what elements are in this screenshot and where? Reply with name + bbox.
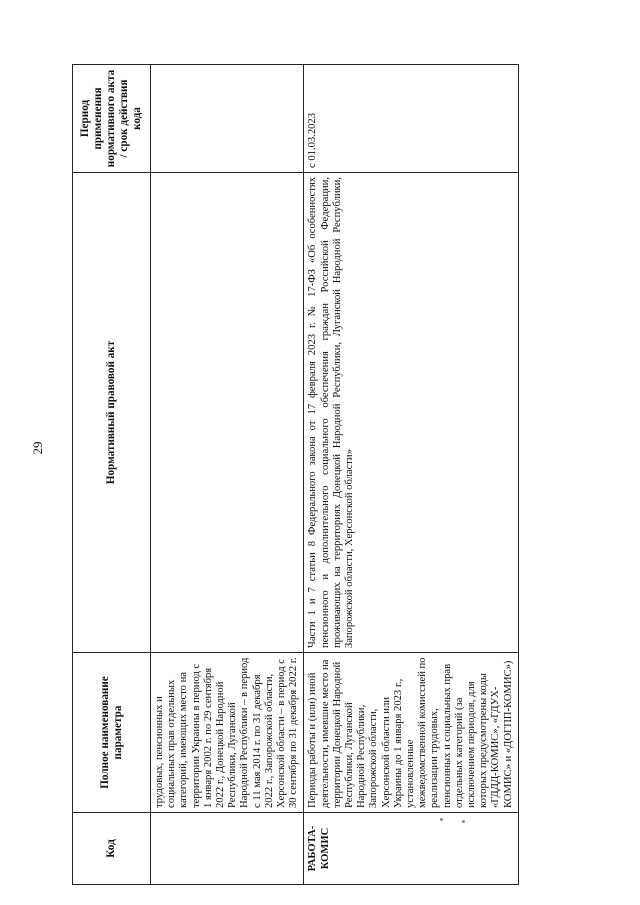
scan-speck: [440, 818, 443, 821]
cell-act: Части 1 и 7 статьи 8 Федерального закона от 17 февраля 2023 г. № 17-ФЗ «Об особенностях пенсионного и дополнительного социального обеспечения граждан Российской Федерации, проживающих на территориях Донецкой Народной Республики, Луганской Народной Республики, Запорожской области, Херсонской области»: [304, 173, 518, 653]
table-header-row: [73, 65, 151, 885]
header-code: Код: [73, 813, 151, 885]
cell-code: [151, 813, 304, 885]
regulation-table-container: [72, 65, 514, 885]
cell-act: [151, 173, 304, 653]
cell-name: Периоды работы и (или) иной деятельности, имевшие место на территории Донецкой Народной Республики, Луганской Народной Республики, Запорожской области, Херсонской области или Украины до 1 января 2023 г., установленные межведомственной комиссией по реализации трудовых, пенсионных и социальных прав отдельных категорий (за исключением периодов, для которых предусмотрены коды «ГДДД-КОМИС», «ГДУХ-КОМИС» и «ДОГПП-КОМИС»): [304, 653, 518, 813]
cell-name: трудовых, пенсионных и социальных прав отдельных категорий, имеющих место на территории Украины в период с 1 января 2002 г. по 29 сентября 2022 г., Донецкой Народной Республики, Луганской Народной Республики – в период с 11 мая 2014 г. по 31 декабря 2022 г., Запорожской области, Херсонской области – в период с 30 сентября по 31 декабря 2022 г.: [151, 653, 304, 813]
cell-period: [151, 65, 304, 173]
cell-code: РАБОТА-КОМИС: [304, 813, 518, 885]
page-number: 29: [30, 441, 45, 455]
cell-period: с 01.03.2023: [304, 65, 518, 173]
header-act: Нормативный правовой акт: [73, 173, 151, 653]
header-name: Полное наименование параметра: [73, 653, 151, 813]
regulation-table: [72, 64, 519, 885]
table-row: [151, 65, 304, 885]
table-row: [304, 65, 518, 885]
header-period: Период применения нормативного акта / срок действия кода: [73, 65, 151, 173]
scan-speck: [462, 820, 465, 823]
